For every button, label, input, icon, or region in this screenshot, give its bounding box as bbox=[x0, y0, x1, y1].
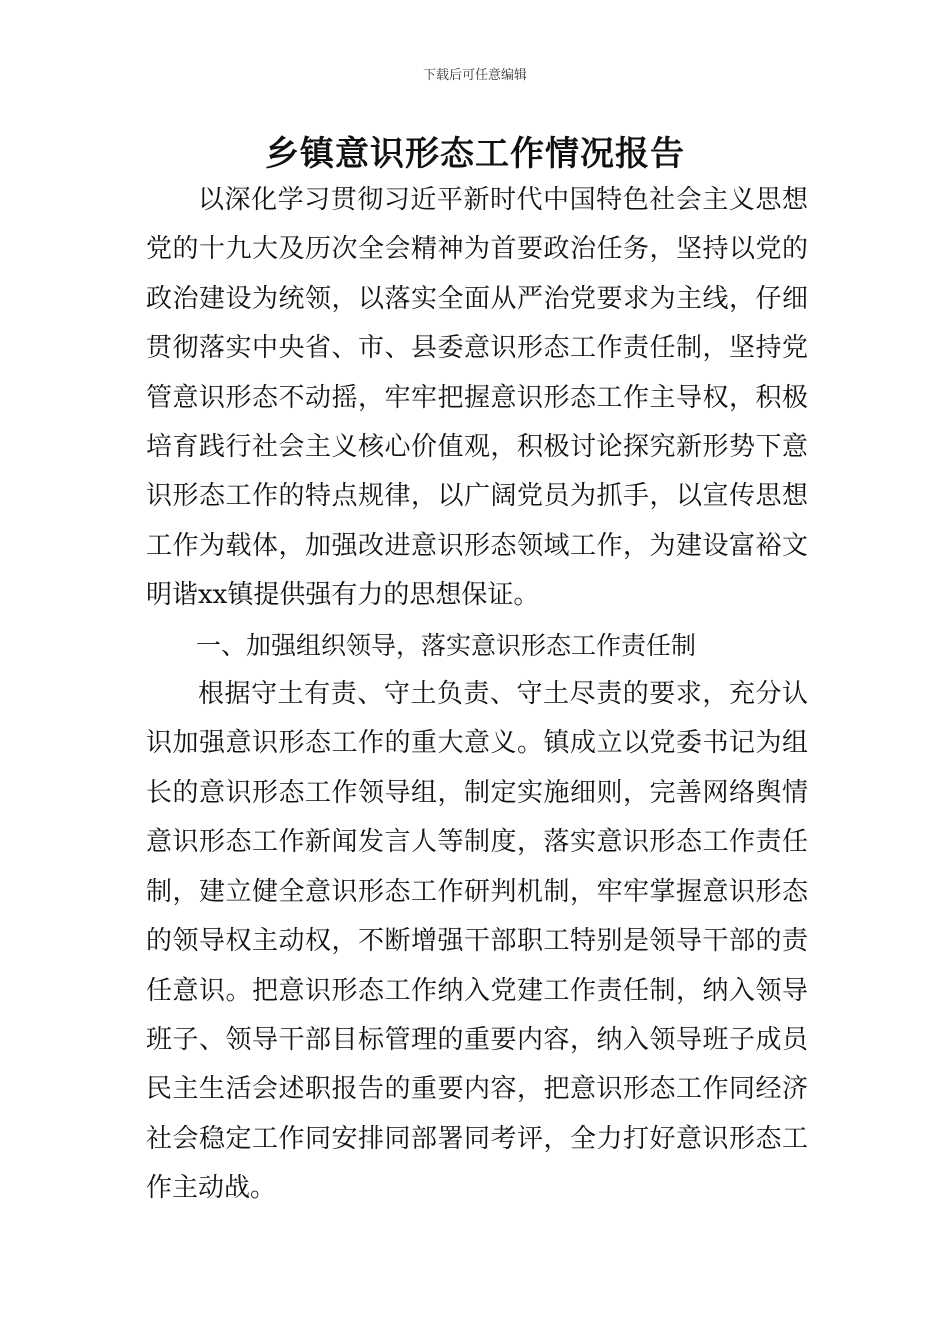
paragraph-section-1: 根据守土有责、守土负责、守土尽责的要求，充分认识加强意识形态工作的重大意义。镇成立以党委书记为组长的意识形态工作领导组，制定实施细则，完善网络舆情意识形态工作新闻发言人等制度，落实意识形态工作责任制，建立健全意识形态工作研判机制，牢牢掌握意识形态的领导权主动权，不断增强干部职工特别是领导干部的责任意识。把意识形态工作纳入党建工作责任制，纳入领导班子、领导干部目标管理的重要内容，纳入领导班子成员民主生活会述职报告的重要内容，把意识形态工作同经济社会稳定工作同安排同部署同考评，全力打好意识形态工作主动战。 bbox=[146, 679, 808, 1204]
document-title: 乡镇意识形态工作情况报告 bbox=[265, 134, 685, 174]
section-heading-1: 一、加强组织领导，落实意识形态工作责任制 bbox=[196, 630, 697, 660]
document-body bbox=[146, 176, 808, 1214]
paragraph-intro: 以深化学习贯彻习近平新时代中国特色社会主义思想党的十九大及历次全会精神为首要政治任务，坚持以党的政治建设为统领，以落实全面从严治党要求为主线，仔细贯彻落实中央省、市、县委意识形态工作责任制，坚持党管意识形态不动摇，牢牢把握意识形态工作主导权，积极培育践行社会主义核心价值观，积极讨论探究新形势下意识形态工作的特点规律，以广阔党员为抓手，以宣传思想工作为载体，加强改进意识形态领域工作，为建设富裕文明谐xx镇提供强有力的思想保证。 bbox=[146, 185, 808, 611]
header-note: 下载后可任意编辑 bbox=[422, 68, 527, 83]
